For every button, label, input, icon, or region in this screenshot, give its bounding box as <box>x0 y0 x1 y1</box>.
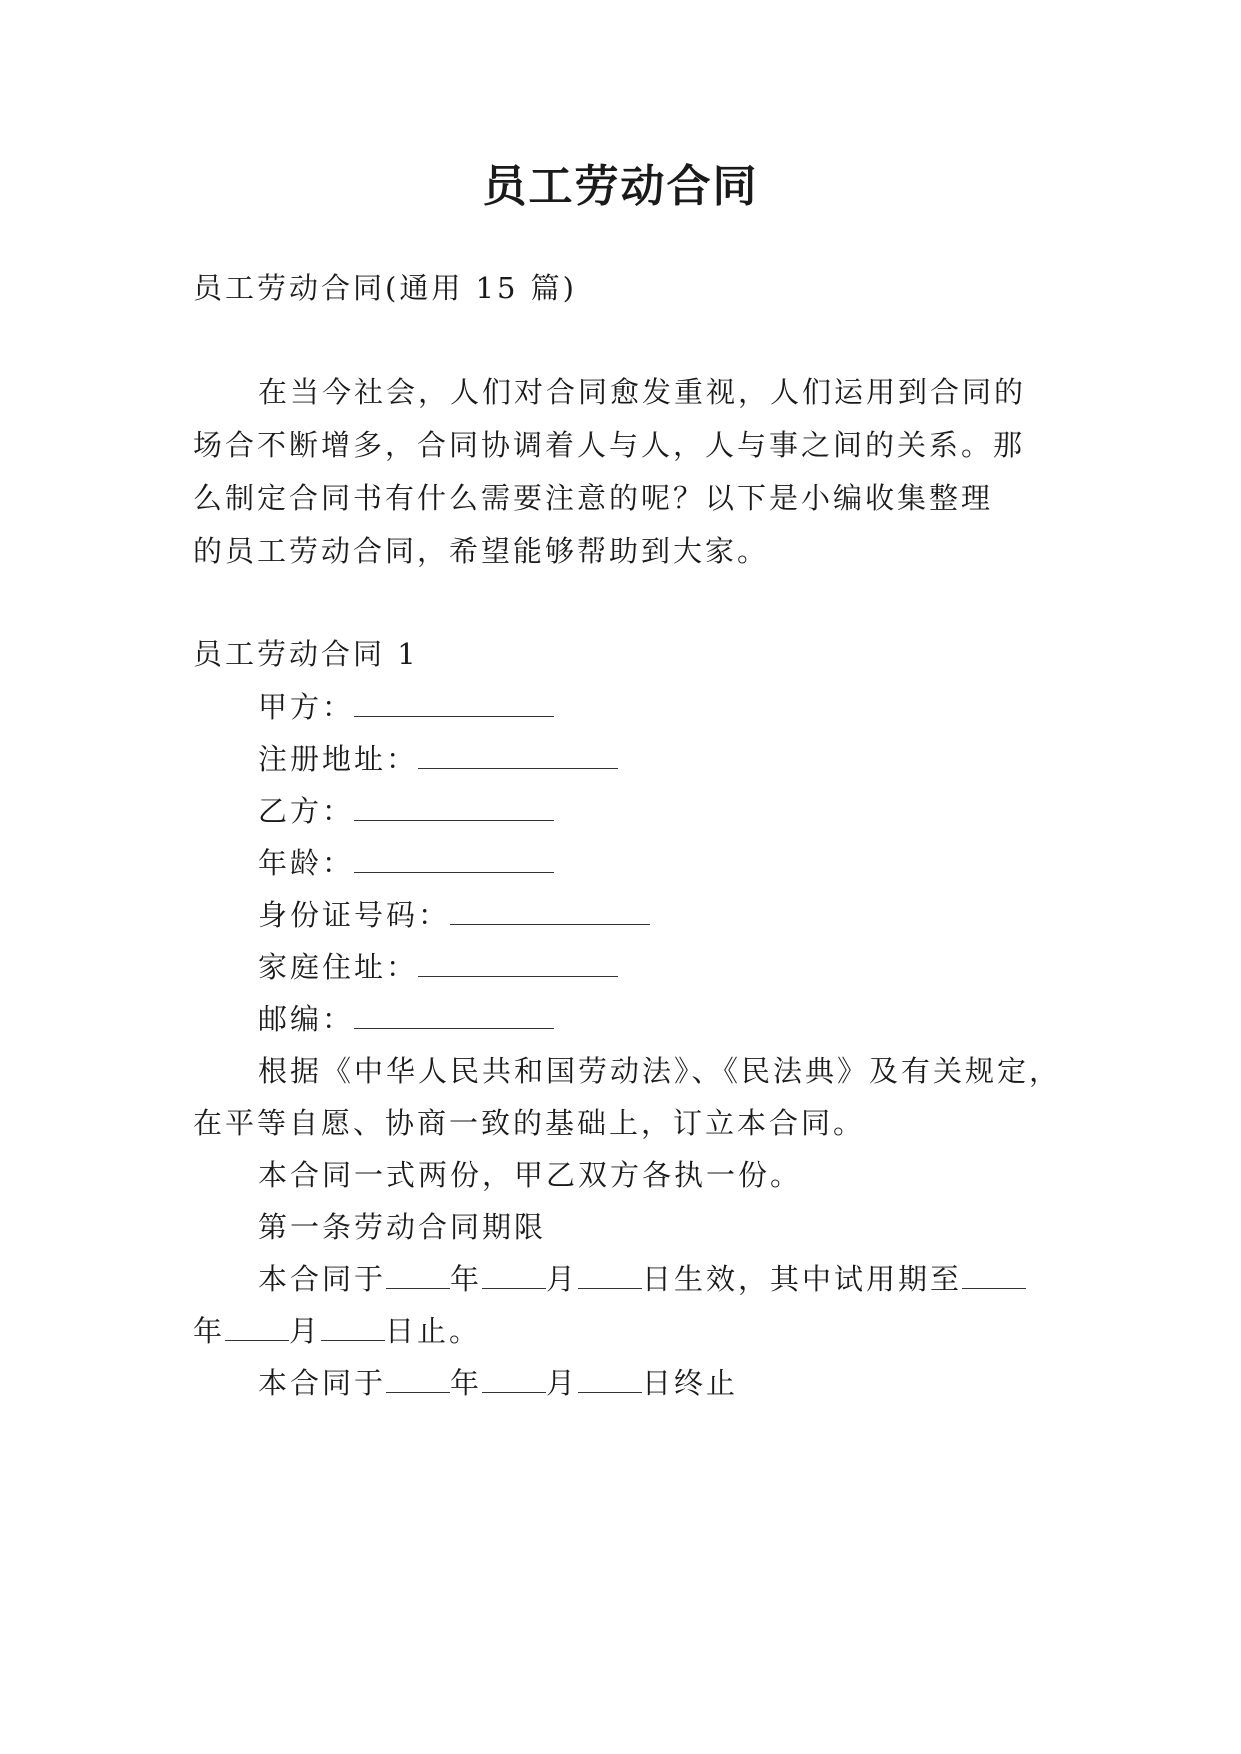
intro-line-1: 在当今社会，人们对合同愈发重视，人们运用到合同的 <box>258 375 1027 409</box>
copies-text: 本合同一式两份，甲乙双方各执一份。 <box>258 1158 803 1192</box>
field-age <box>258 841 554 882</box>
intro-line-2: 场合不断增多，合同协调着人与人，人与事之间的关系。那 <box>193 428 1026 462</box>
blank-line <box>354 1002 554 1029</box>
field-label: 家庭住址： <box>258 950 419 984</box>
blank-line <box>482 1262 546 1289</box>
end-day-text: 日止。 <box>385 1314 482 1348</box>
blank-line <box>321 1314 385 1341</box>
blank-line <box>578 1366 642 1393</box>
field-label: 乙方： <box>258 794 355 828</box>
term-line-1 <box>258 1257 1026 1298</box>
intro-line-4: 的员工劳动合同，希望能够帮助到大家。 <box>193 534 770 568</box>
term-line-2 <box>193 1309 481 1350</box>
blank-line <box>578 1262 642 1289</box>
field-party-a <box>258 685 554 726</box>
year-label: 年 <box>450 1366 483 1400</box>
field-label: 身份证号码： <box>258 898 451 932</box>
year-label: 年 <box>450 1262 483 1296</box>
document-title: 员工劳动合同 <box>482 161 759 212</box>
year-label: 年 <box>193 1314 226 1348</box>
blank-line <box>386 1366 450 1393</box>
basis-line-2: 在平等自愿、协商一致的基础上，订立本合同。 <box>193 1106 866 1140</box>
blank-line <box>354 846 554 873</box>
blank-line <box>225 1314 289 1341</box>
section-title: 员工劳动合同 1 <box>193 637 419 671</box>
field-id-number <box>258 893 650 934</box>
effective-text: 日生效，其中试用期至 <box>642 1262 963 1296</box>
field-label: 甲方： <box>258 690 355 724</box>
month-label: 月 <box>289 1314 322 1348</box>
field-postcode <box>258 997 554 1038</box>
field-address <box>258 737 618 778</box>
blank-line <box>354 794 554 821</box>
blank-line <box>482 1366 546 1393</box>
term-line-3 <box>258 1361 738 1402</box>
blank-line <box>962 1262 1026 1289</box>
blank-line <box>418 742 618 769</box>
field-party-b <box>258 789 554 830</box>
month-label: 月 <box>546 1366 579 1400</box>
term-prefix: 本合同于 <box>258 1366 387 1400</box>
field-label: 注册地址： <box>258 742 419 776</box>
terminate-text: 日终止 <box>642 1366 739 1400</box>
article-1-title: 第一条劳动合同期限 <box>258 1210 547 1244</box>
term-prefix: 本合同于 <box>258 1262 387 1296</box>
blank-line <box>450 898 650 925</box>
field-home-address <box>258 945 618 986</box>
field-label: 邮编： <box>258 1002 355 1036</box>
blank-line <box>354 690 554 717</box>
document-subtitle: 员工劳动合同(通用 15 篇) <box>193 271 577 305</box>
field-label: 年龄： <box>258 846 355 880</box>
blank-line <box>386 1262 450 1289</box>
blank-line <box>418 950 618 977</box>
basis-line-1: 根据《中华人民共和国劳动法》、《民法典》及有关规定， <box>258 1054 1062 1088</box>
month-label: 月 <box>546 1262 579 1296</box>
intro-line-3: 么制定合同书有什么需要注意的呢？以下是小编收集整理 <box>193 481 994 515</box>
